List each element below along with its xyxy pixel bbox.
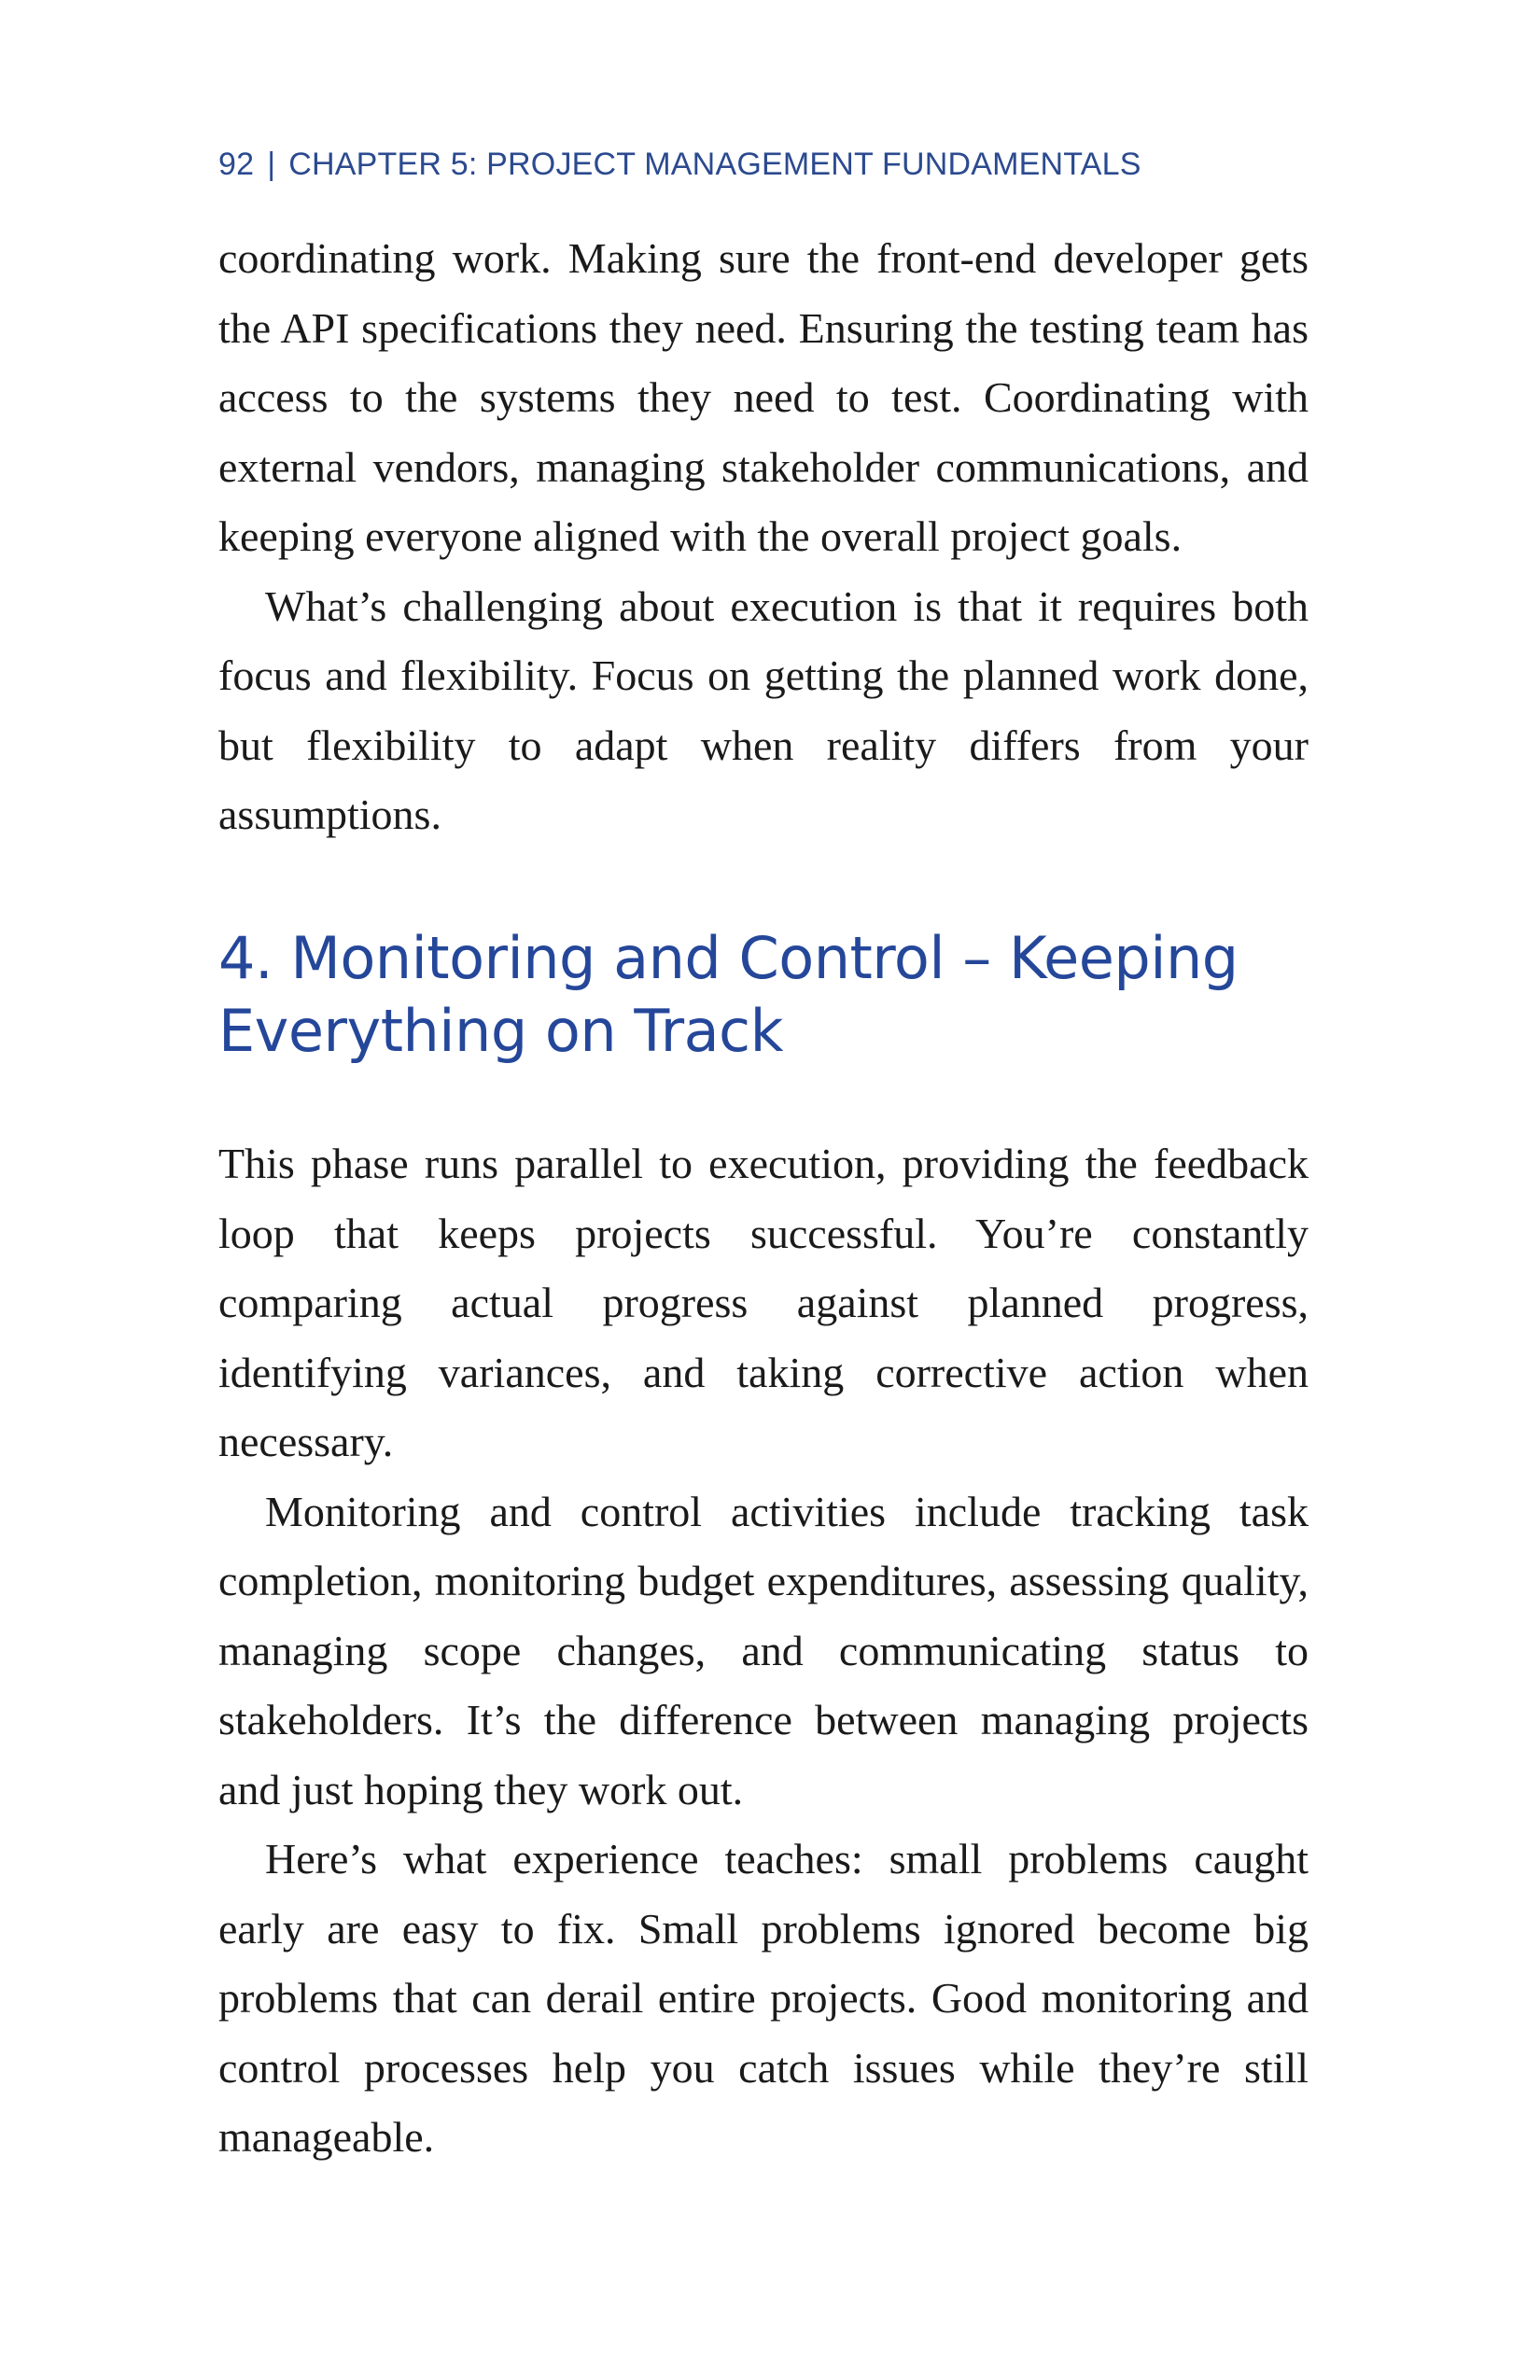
section-text-block	[218, 1129, 1309, 2173]
intro-text-block	[218, 224, 1309, 850]
chapter-title: CHAPTER 5: PROJECT MANAGEMENT FUNDAMENTALS	[288, 147, 1141, 182]
section-heading: 4. Monitoring and Control – Keeping Everything on Track	[218, 924, 1239, 1065]
running-header	[218, 144, 1310, 185]
body-paragraph: This phase runs parallel to execution, providing the feedback loop that keeps projects successful. You’re constantly comparing actual progress against planned progress, identifying variances, and taking corrective action when necessary.	[218, 1140, 1309, 1465]
body-paragraph: What’s challenging about execution is that it requires both focus and flexibility. Focus on getting the planned work done, but flexibility to adapt when reality differs from your assumptions.	[218, 581, 1309, 838]
page-number: 92	[218, 147, 255, 182]
body-paragraph: Monitoring and control activities include tracking task completion, monitoring budget expenditures, assessing quality, managing scope changes, and communicating status to stakeholders. It’s the difference between managing projects and just hoping they work out.	[218, 1487, 1309, 1813]
header-separator: |	[267, 147, 276, 182]
body-paragraph: Here’s what experience teaches: small problems caught early are easy to fix. Small problems ignored become big problems that can derail entire projects. Good monitoring and control processes help you catch issues while they’re still manageable.	[218, 1835, 1309, 2161]
body-paragraph: coordinating work. Making sure the front-end developer gets the API specifications they need. Ensuring the testing team has access to the systems they need to test. Coordinating with external vendors, managing stakeholder communications, and keeping everyone aligned with the overall project goals.	[218, 234, 1309, 560]
